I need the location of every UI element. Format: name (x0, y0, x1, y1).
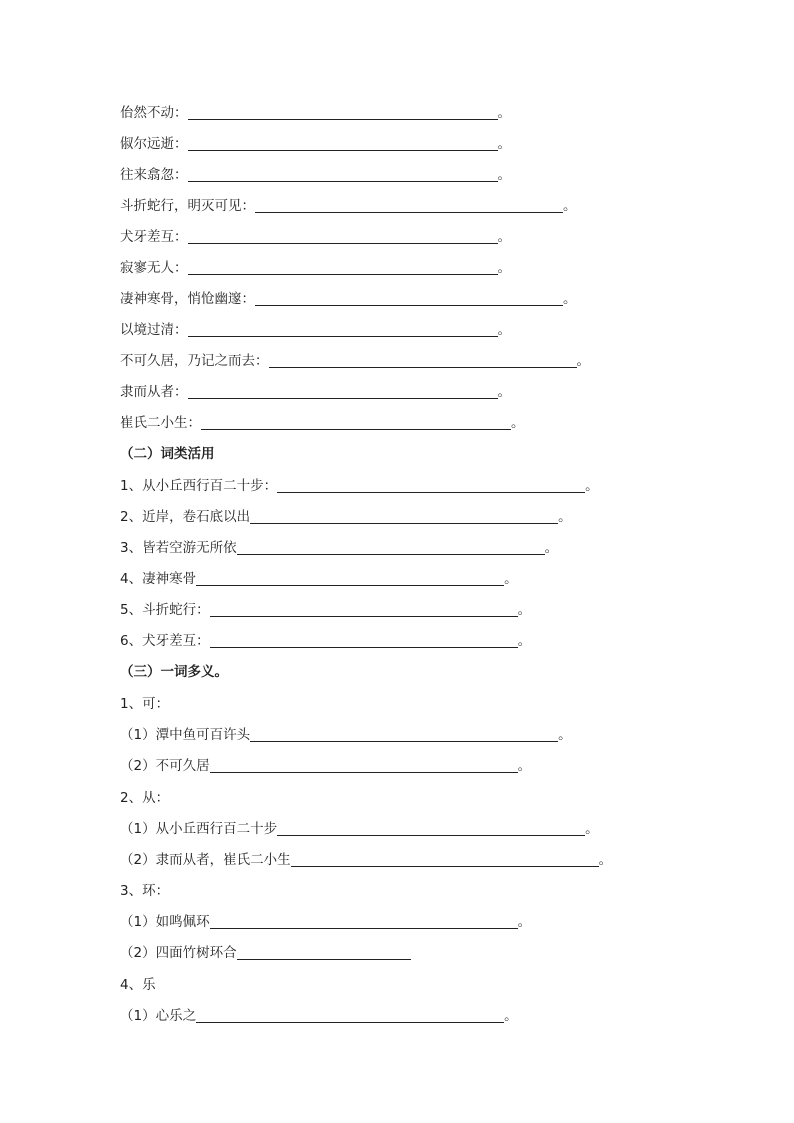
section-heading (120, 444, 215, 464)
question-line (120, 756, 531, 776)
period-mark: 。 (585, 821, 599, 837)
answer-blank[interactable] (188, 321, 498, 337)
question-line (120, 320, 511, 340)
answer-blank[interactable] (269, 352, 577, 368)
question-line (120, 569, 518, 589)
period-mark: 。 (497, 384, 511, 400)
answer-blank[interactable] (196, 570, 504, 586)
question-text: 佁然不动： (120, 105, 188, 121)
answer-blank[interactable] (237, 539, 545, 555)
period-mark: 。 (558, 727, 572, 743)
answer-blank[interactable] (250, 726, 558, 742)
answer-blank[interactable] (201, 414, 511, 430)
question-text: 斗折蛇行，明灭可见： (120, 198, 255, 214)
period-mark: 。 (497, 105, 511, 121)
answer-blank[interactable] (277, 820, 585, 836)
answer-blank[interactable] (210, 757, 518, 773)
period-mark: 。 (585, 478, 599, 494)
question-text: （1）从小丘西行百二十步 (120, 821, 278, 837)
answer-blank[interactable] (188, 104, 498, 120)
question-line (120, 413, 525, 433)
question-text: 凄神寒骨，悄怆幽邃： (120, 291, 255, 307)
item-label-text: 4、乐 (120, 977, 156, 993)
period-mark: 。 (558, 509, 572, 525)
question-line (120, 725, 572, 745)
question-line (120, 134, 511, 154)
period-mark: 。 (497, 167, 511, 183)
period-mark: 。 (563, 291, 577, 307)
question-line (120, 351, 590, 371)
question-line (120, 850, 612, 870)
item-label-text: 2、从： (120, 790, 170, 806)
period-mark: 。 (497, 229, 511, 245)
period-mark: 。 (504, 571, 518, 587)
section-heading-text: （三）一词多义。 (120, 664, 228, 680)
question-text: 崔氏二小生： (120, 415, 201, 431)
question-text: （1）潭中鱼可百许头 (120, 727, 251, 743)
question-text: 不可久居，乃记之而去： (120, 353, 269, 369)
question-line (120, 507, 572, 527)
answer-blank[interactable] (210, 632, 518, 648)
question-text: （1）如鸣佩环 (120, 914, 210, 930)
answer-blank[interactable] (291, 851, 599, 867)
period-mark: 。 (504, 1008, 518, 1024)
question-line (120, 196, 577, 216)
question-line (120, 227, 511, 247)
question-line (120, 476, 599, 496)
question-text: （1）心乐之 (120, 1008, 197, 1024)
question-line (120, 103, 511, 123)
item-label (120, 881, 169, 901)
question-text: 隶而从者： (120, 384, 188, 400)
question-line (120, 631, 531, 651)
question-text: 5、斗折蛇行： (120, 602, 210, 618)
answer-blank[interactable] (255, 290, 563, 306)
question-text: 6、犬牙差互： (120, 633, 210, 649)
question-line (120, 289, 577, 309)
question-line (120, 600, 531, 620)
period-mark: 。 (517, 914, 532, 930)
period-mark: 。 (517, 602, 532, 618)
item-label-text: 3、环： (120, 883, 170, 899)
period-mark: 。 (497, 136, 511, 152)
question-line (120, 382, 511, 402)
answer-blank[interactable] (188, 259, 498, 275)
period-mark: 。 (511, 415, 525, 431)
question-text: （2）隶而从者，崔氏二小生 (120, 852, 291, 868)
item-label (120, 694, 169, 714)
question-text: 寂寥无人： (120, 260, 188, 276)
answer-blank[interactable] (210, 601, 518, 617)
period-mark: 。 (563, 198, 577, 214)
period-mark: 。 (517, 758, 532, 774)
question-text: 2、近岸，卷石底以出 (120, 509, 251, 525)
question-text: 1、从小丘西行百二十步： (120, 478, 278, 494)
question-text: 以境过清： (120, 322, 188, 338)
question-text: 犬牙差互： (120, 229, 188, 245)
question-line (120, 165, 511, 185)
question-line (120, 258, 511, 278)
question-line (120, 943, 411, 963)
answer-blank[interactable] (188, 135, 498, 151)
answer-blank[interactable] (196, 1007, 504, 1023)
answer-blank[interactable] (188, 228, 498, 244)
answer-blank[interactable] (237, 944, 411, 960)
question-text: （2）四面竹树环合 (120, 945, 237, 961)
question-line (120, 538, 558, 558)
period-mark: 。 (598, 852, 613, 868)
answer-blank[interactable] (188, 166, 498, 182)
item-label (120, 788, 169, 808)
question-line (120, 912, 531, 932)
item-label (120, 975, 156, 995)
period-mark: 。 (497, 322, 511, 338)
section-heading-text: （二）词类活用 (120, 446, 215, 462)
period-mark: 。 (517, 633, 532, 649)
question-text: 俶尔远逝： (120, 136, 188, 152)
section-heading (120, 662, 228, 682)
answer-blank[interactable] (250, 508, 558, 524)
question-text: 往来翕忽： (120, 167, 188, 183)
period-mark: 。 (497, 260, 511, 276)
answer-blank[interactable] (255, 197, 563, 213)
question-line (120, 819, 599, 839)
question-text: 3、皆若空游无所依 (120, 540, 237, 556)
answer-blank[interactable] (277, 477, 585, 493)
answer-blank[interactable] (188, 383, 498, 399)
question-text: （2）不可久居 (120, 758, 210, 774)
item-label-text: 1、可： (120, 696, 170, 712)
answer-blank[interactable] (210, 913, 518, 929)
period-mark: 。 (576, 353, 590, 369)
question-text: 4、凄神寒骨 (120, 571, 197, 587)
period-mark: 。 (544, 540, 559, 556)
question-line (120, 1006, 518, 1026)
